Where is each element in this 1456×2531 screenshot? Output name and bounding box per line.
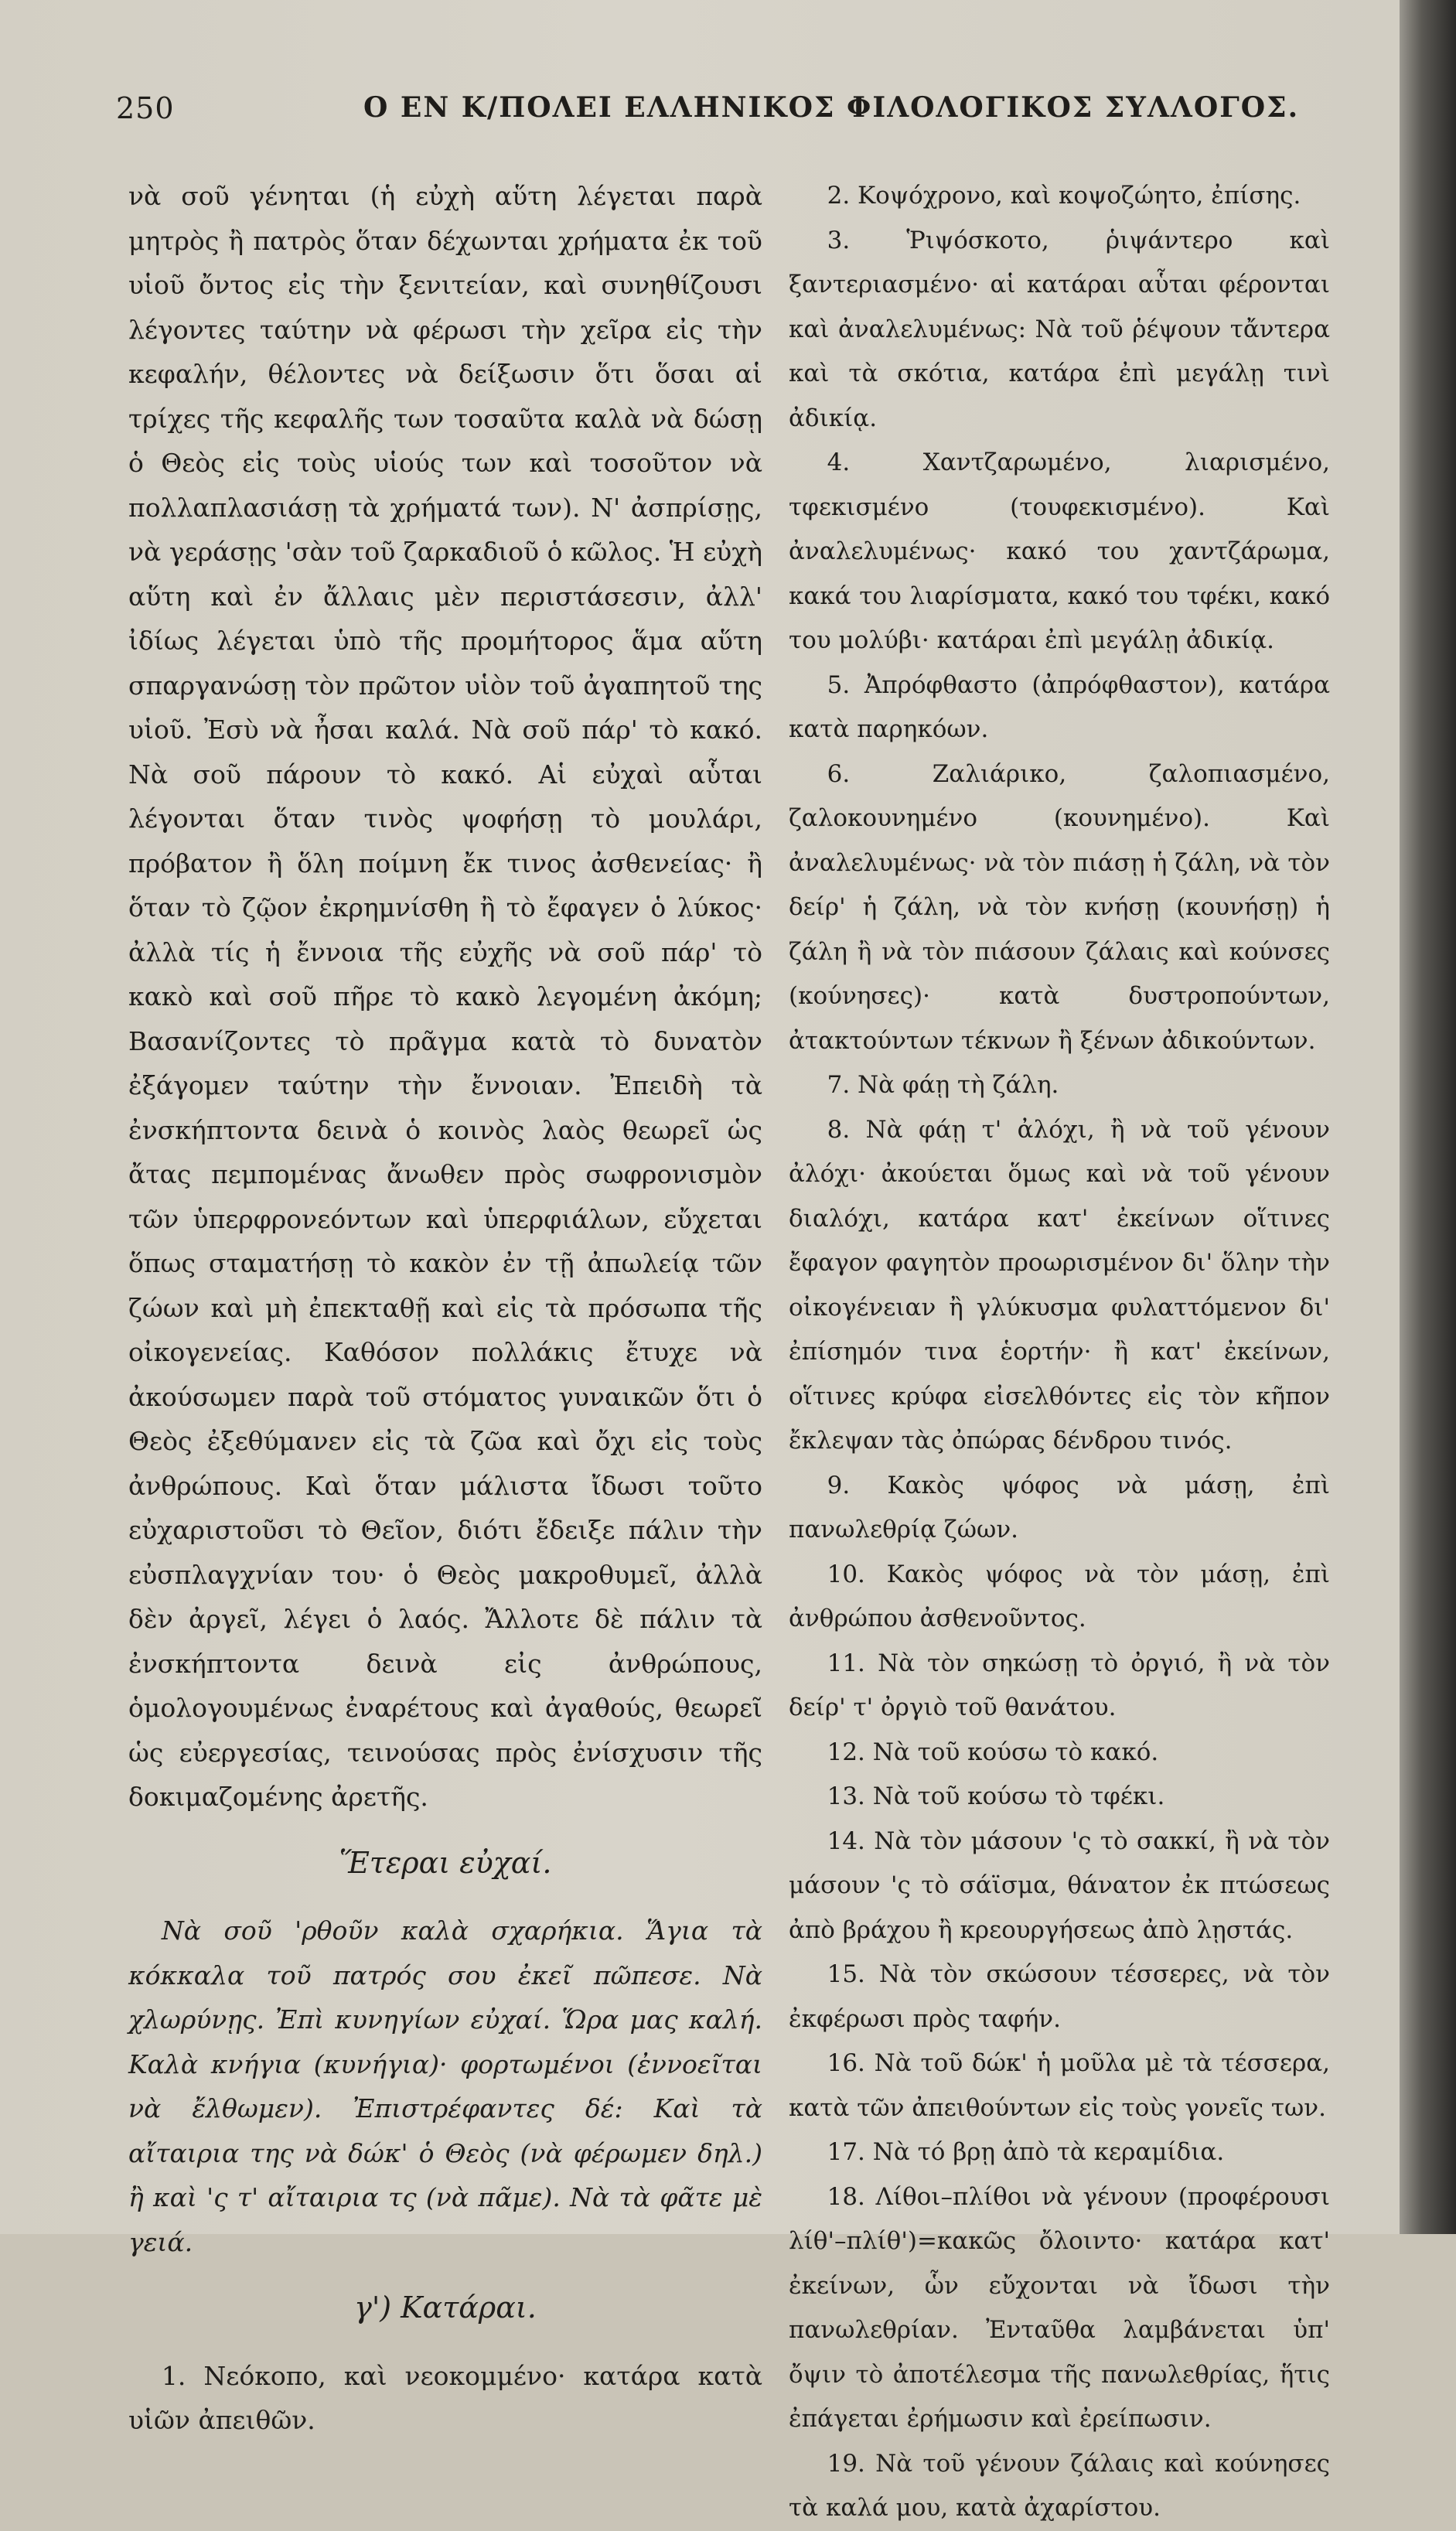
list-item: 10. Κακὸς ψόφος νὰ τὸν μάσῃ, ἐπὶ ἀνθρώπου ἀσθενοῦντος.: [789, 1560, 1330, 1632]
list-item: 4. Χαντζαρωμένο, λιαρισμένο, τφεκισμένο (τουφεκισμένο). Καὶ ἀναλελυμένως· κακό του χαντζάρωμα, κακά του λιαρίσματα, κακό του τφέκι, κακό του μολύβι· κατάραι ἐπὶ μεγάλῃ ἀδικίᾳ.: [789, 449, 1330, 654]
running-title: Ο ΕΝ Κ/ΠΟΛΕΙ ΕΛΛΗΝΙΚΟΣ ΦΙΛΟΛΟΓΙΚΟΣ ΣΥΛΛΟΓΟΣ.: [363, 91, 1300, 124]
list-item: 5. Ἀπρόφθαστο (ἀπρόφθαστον), κατάρα κατὰ παρηκόων.: [789, 670, 1330, 743]
list-item: 2. Κοψόχρονο, καὶ κοψοζώητο, ἐπίσης.: [827, 182, 1301, 210]
list-item: 18. Λίθοι–πλίθοι νὰ γένουν (προφέρουσι λίθ'–πλίθ')=κακῶς ὄλοιντο· κατάρα κατ' ἐκείνων, ὧν εὔχονται νὰ ἴδωσι τὴν πανωλεθρίαν. Ἐνταῦθα λαμβάνεται ὑπ' ὄψιν τὸ ἀποτέλεσμα τῆς πανωλεθρίας, ἥτις ἐπάγεται ἐρήμωσιν καὶ ἐρείπωσιν.: [789, 2182, 1330, 2433]
section-heading-curses: γ') Κατάραι.: [354, 2291, 537, 2325]
page-header: [116, 91, 1300, 138]
list-item: 1. Νεόκοπο, καὶ νεοκομμένο· κατάρα κατὰ υἱῶν ἀπειθῶν.: [128, 2360, 762, 2435]
right-column: [789, 174, 1330, 2531]
list-item: 12. Νὰ τοῦ κούσω τὸ κακό.: [827, 1738, 1159, 1766]
list-item: 3. Ῥιψόσκοτο, ῥιψάντερο καὶ ξαντεριασμένο· αἱ κατάραι αὗται φέρονται καὶ ἀναλελυμένως: Νὰ τοῦ ῥέψουν τἄντερα καὶ τὰ σκότια, κατάρα ἐπὶ μεγάλῃ τινὶ ἀδικίᾳ.: [789, 226, 1330, 432]
list-item: 14. Νὰ τὸν μάσουν 'ς τὸ σακκί, ἢ νὰ τὸν μάσουν 'ς τὸ σάϊσμα, θάνατον ἐκ πτώσεως ἀπὸ βράχου ἢ κρεουργήσεως ἀπὸ λῃστάς.: [789, 1827, 1330, 1944]
list-item: 8. Νὰ φάῃ τ' ἀλόχι, ἢ νὰ τοῦ γένουν ἀλόχι· ἀκούεται ὅμως καὶ νὰ τοῦ γένουν διαλόχι, κατάρα κατ' ἐκείνων οἵτινες ἔφαγον φαγητὸν προωρισμένον δι' ὅλην τὴν οἰκογένειαν ἢ γλύκυσμα φυλαττόμενον δι' ἐπίσημόν τινα ἑορτήν· ἢ κατ' ἐκείνων, οἵτινες κρύφα εἰσελθόντες εἰς τὸν κῆπον ἔκλεψαν τὰς ὀπώρας δένδρου τινός.: [789, 1115, 1330, 1455]
list-item: 19. Νὰ τοῦ γένουν ζάλαις καὶ κούνησες τὰ καλά μου, κατὰ ἀχαρίστου.: [789, 2449, 1330, 2522]
list-item: 13. Νὰ τοῦ κούσω τὸ τφέκι.: [827, 1782, 1165, 1810]
list-item: 16. Νὰ τοῦ δώκ' ἡ μοῦλα μὲ τὰ τέσσερα, κατὰ τῶν ἀπειθούντων εἰς τοὺς γονεῖς των.: [789, 2049, 1330, 2122]
list-item: 11. Νὰ τὸν σηκώσῃ τὸ ὀργιό, ἢ νὰ τὸν δείρ' τ' ὀργιὸ τοῦ θανάτου.: [789, 1649, 1330, 1721]
list-item: 15. Νὰ τὸν σκώσουν τέσσερες, νὰ τὸν ἐκφέρωσι πρὸς ταφήν.: [789, 1960, 1330, 2033]
list-item: 9. Κακὸς ψόφος νὰ μάσῃ, ἐπὶ πανωλεθρίᾳ ζώων.: [789, 1471, 1330, 1544]
left-column: [128, 174, 762, 2443]
body-paragraph: νὰ σοῦ γένηται (ἡ εὐχὴ αὕτη λέγεται παρὰ μητρὸς ἢ πατρὸς ὅταν δέχωνται χρήματα ἐκ τοῦ υἱοῦ ὄντος εἰς τὴν ξενιτείαν, καὶ συνηθίζουσι λέγοντες ταύτην νὰ φέρωσι τὴν χεῖρα εἰς τὴν κεφαλήν, θέλοντες νὰ δείξωσιν ὅτι ὅσαι αἱ τρίχες τῆς κεφαλῆς των τοσαῦτα καλὰ νὰ δώσῃ ὁ Θεὸς εἰς τοὺς υἱούς των καὶ τοσοῦτον νὰ πολλαπλασιάσῃ τὰ χρήματά των). Ν' ἀσπρίσῃς, νὰ γεράσῃς 'σὰν τοῦ ζαρκαδιοῦ ὁ κῶλος. Ἡ εὐχὴ αὕτη καὶ ἐν ἄλλαις μὲν περιστάσεσιν, ἀλλ' ἰδίως λέγεται ὑπὸ τῆς προμήτορος ἅμα αὕτη σπαργανώσῃ τὸν πρῶτον υἱὸν τοῦ ἀγαπητοῦ της υἱοῦ. Ἐσὺ νὰ ἦσαι καλά. Νὰ σοῦ πάρ' τὸ κακό. Νὰ σοῦ πάρουν τὸ κακό. Αἱ εὐχαὶ αὗται λέγονται ὅταν τινὸς ψοφήσῃ τὸ μουλάρι, πρόβατον ἢ ὅλη ποίμνη ἔκ τινος ἀσθενείας· ἢ ὅταν τὸ ζῷον ἐκρημνίσθη ἢ τὸ ἔφαγεν ὁ λύκος· ἀλλὰ τίς ἡ ἔννοια τῆς εὐχῆς νὰ σοῦ πάρ' τὸ κακὸ καὶ σοῦ πῆρε τὸ κακὸ λεγομένη ἀκόμη; Βασανίζοντες τὸ πρᾶγμα κατὰ τὸ δυνατὸν ἐξάγομεν ταύτην τὴν ἔννοιαν. Ἐπειδὴ τὰ ἐνσκήπτοντα δεινὰ ὁ κοινὸς λαὸς θεωρεῖ ὡς ἄτας πεμπομένας ἄνωθεν πρὸς σωφρονισμὸν τῶν ὑπερφρονεόντων καὶ ὑπερφιάλων, εὔχεται ὅπως σταματήσῃ τὸ κακὸν ἐν τῇ ἀπωλείᾳ τῶν ζώων καὶ μὴ ἐπεκταθῇ καὶ εἰς τὰ πρόσωπα τῆς οἰκογενείας. Καθόσον πολλάκις ἔτυχε νὰ ἀκούσωμεν παρὰ τοῦ στόματος γυναικῶν ὅτι ὁ Θεὸς ἐξεθύμανεν εἰς τὰ ζῶα καὶ ὄχι εἰς τοὺς ἀνθρώπους. Καὶ ὅταν μάλιστα ἴδωσι τοῦτο εὐχαριστοῦσι τὸ Θεῖον, διότι ἔδειξε πάλιν τὴν εὐσπλαγχνίαν του· ὁ Θεὸς μακροθυμεῖ, ἀλλὰ δὲν ἀργεῖ, λέγει ὁ λαός. Ἄλλοτε δὲ πάλιν τὰ ἐνσκήπτοντα δεινὰ εἰς ἀνθρώπους, ὁμολογουμένως ἐναρέτους καὶ ἀγαθούς, θεωρεῖ ὡς εὐεργεσίας, τεινούσας πρὸς ἐνίσχυσιν τῆς δοκιμαζομένης ἀρετῆς.: [128, 181, 762, 1812]
book-spine-shadow: [1400, 0, 1456, 2234]
list-item: 6. Ζαλιάρικο, ζαλοπιασμένο, ζαλοκουνημένο (κουνημένο). Καὶ ἀναλελυμένως· νὰ τὸν πιάσῃ ἡ ζάλη, νὰ τὸν δείρ' ἡ ζάλη, νὰ τὸν κνήσῃ (κουνήσῃ) ἡ ζάλη ἢ νὰ τὸν πιάσουν ζάλαις καὶ κούνσες (κούνησες)· κατὰ δυστροπούντων, ἀτακτούντων τέκνων ἢ ξένων ἀδικούντων.: [789, 759, 1330, 1055]
body-paragraph: Νὰ σοῦ 'ρθοῦν καλὰ σχαρήκια. Ἅγια τὰ κόκκαλα τοῦ πατρός σου ἐκεῖ πῶπεσε. Νὰ χλωρύνῃς. Ἐπὶ κυνηγίων εὐχαί. Ὥρα μας καλή. Καλὰ κνήγια (κυνήγια)· φορτωμένοι (ἐννοεῖται νὰ ἔλθωμεν). Ἐπιστρέφαντες δέ: Καὶ τὰ αἴταιρια της νὰ δώκ' ὁ Θεὸς (νὰ φέρωμεν δηλ.) ἢ καὶ 'ς τ' αἴταιρια τς (νὰ πᾶμε). Νὰ τὰ φᾶτε μὲ γειά.: [128, 1915, 762, 2257]
page-number: 250: [116, 91, 175, 125]
section-heading-other-blessings: Ἕτεραι εὐχαί.: [339, 1845, 552, 1880]
list-item: 17. Νὰ τό βρῃ ἀπὸ τὰ κεραμίδια.: [827, 2138, 1225, 2166]
list-item: 7. Νὰ φάῃ τὴ ζάλη.: [827, 1071, 1059, 1099]
